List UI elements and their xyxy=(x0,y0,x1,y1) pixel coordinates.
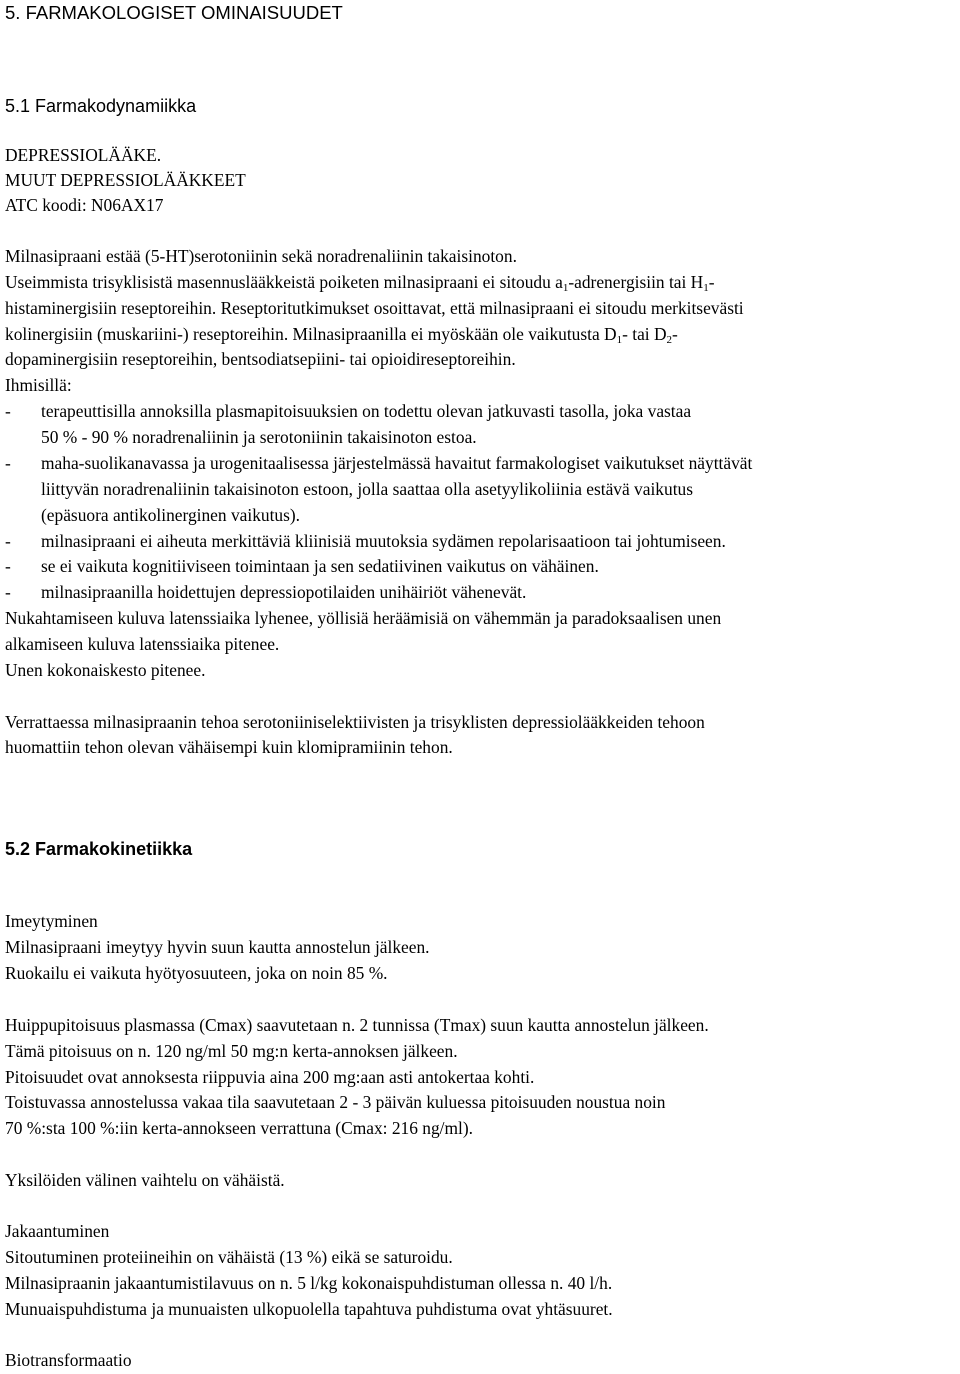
paragraph-line: Nukahtamiseen kuluva latenssiaika lyhenee, yöllisiä heräämisiä on vähemmän ja paradoksaalisen unen xyxy=(5,608,722,628)
paragraph-line: Yksilöiden välinen vaihtelu on vähäistä. xyxy=(5,1170,285,1190)
paragraph-line: Toistuvassa annostelussa vakaa tila saavutetaan 2 - 3 päivän kuluessa pitoisuuden noustua noin xyxy=(5,1092,666,1112)
paragraph-line: Munuaispuhdistuma ja munuaisten ulkopuolella tapahtuva puhdistuma ovat yhtäsuuret. xyxy=(5,1299,613,1319)
humans-label: Ihmisillä: xyxy=(5,375,72,395)
text-run: Useimmista trisyklisistä masennuslääkkeistä poiketen milnasipraani ei sitoudu a xyxy=(5,272,563,292)
paragraph-line: Pitoisuudet ovat annoksesta riippuvia aina 200 mg:aan asti antokertaa kohti. xyxy=(5,1067,535,1087)
paragraph-line: Milnasipraani imeytyy hyvin suun kautta annostelun jälkeen. xyxy=(5,937,430,957)
atc-code: ATC koodi: N06AX17 xyxy=(5,195,164,215)
section-title: 5. FARMAKOLOGISET OMINAISUUDET xyxy=(5,2,343,23)
paragraph-line xyxy=(5,322,678,348)
paragraph-line: histaminergisiin reseptoreihin. Reseptoritutkimukset osoittavat, että milnasipraani ei sitoudu merkitsevästi xyxy=(5,298,744,318)
text-run: -adrenergisiin tai H xyxy=(568,272,704,292)
list-item-text: se ei vaikuta kognitiiviseen toimintaan ja sen sedatiivinen vaikutus on vähäinen. xyxy=(41,556,599,576)
drug-class-line: MUUT DEPRESSIOLÄÄKKEET xyxy=(5,170,246,190)
list-dash: - xyxy=(5,401,11,421)
paragraph-line: Tämä pitoisuus on n. 120 ng/ml 50 mg:n kerta-annoksen jälkeen. xyxy=(5,1041,458,1061)
subscript: 1 xyxy=(616,334,623,346)
paragraph-line: Milnasipraanin jakaantumistilavuus on n. 5 l/kg kokonaispuhdistuman ollessa n. 40 l/h. xyxy=(5,1273,613,1293)
paragraph-line: Huippupitoisuus plasmassa (Cmax) saavutetaan n. 2 tunnissa (Tmax) suun kautta annostelun jälkeen. xyxy=(5,1015,709,1035)
list-item-text: 50 % - 90 % noradrenaliinin ja serotoniinin takaisinoton estoa. xyxy=(41,427,477,447)
paragraph-line: huomattiin tehon olevan vähäisempi kuin klomipramiinin tehon. xyxy=(5,737,453,757)
list-item-text: liittyvän noradrenaliinin takaisinoton estoon, jolla saattaa olla asetyylikoliinia estävä vaikutus xyxy=(41,479,693,499)
list-dash: - xyxy=(5,582,11,602)
paragraph-line xyxy=(5,270,715,296)
list-item-text: (epäsuora antikolinerginen vaikutus). xyxy=(41,505,301,525)
list-item-text: milnasipraani ei aiheuta merkittäviä kliinisiä muutoksia sydämen repolarisaatioon tai johtumiseen. xyxy=(41,531,726,551)
paragraph-line: Verrattaessa milnasipraanin tehoa serotoniiniselektiivisten ja trisyklisten depressiolääkkeiden tehoon xyxy=(5,712,705,732)
text-run: - xyxy=(672,324,678,344)
paragraph-line: 70 %:sta 100 %:iin kerta-annokseen verrattuna (Cmax: 216 ng/ml). xyxy=(5,1118,473,1138)
subsection-title-pharmacodynamics: 5.1 Farmakodynamiikka xyxy=(5,96,197,116)
paragraph-line: Sitoutuminen proteiineihin on vähäistä (13 %) eikä se saturoidu. xyxy=(5,1247,453,1267)
text-run: - xyxy=(708,272,715,292)
subsection-title-pharmacokinetics: 5.2 Farmakokinetiikka xyxy=(5,839,193,859)
list-dash: - xyxy=(5,531,11,551)
paragraph-line: alkamiseen kuluva latenssiaika pitenee. xyxy=(5,634,280,654)
list-item-text: milnasipraanilla hoidettujen depressiopotilaiden unihäiriöt vähenevät. xyxy=(41,582,527,602)
subscript: 2 xyxy=(666,334,673,346)
list-item-text: terapeuttisilla annoksilla plasmapitoisuuksien on todettu olevan jatkuvasti tasolla, joka vastaa xyxy=(41,401,692,421)
biotransformation-heading: Biotransformaatio xyxy=(5,1350,132,1370)
subscript: 1 xyxy=(562,282,569,294)
drug-class-line: DEPRESSIOLÄÄKE. xyxy=(5,145,162,165)
list-item-text: maha-suolikanavassa ja urogenitaalisessa järjestelmässä havaitut farmakologiset vaikutukset näyttävät xyxy=(41,453,753,473)
paragraph-line: Milnasipraani estää (5-HT)serotoniinin sekä noradrenaliinin takaisinoton. xyxy=(5,246,517,266)
list-dash: - xyxy=(5,453,11,473)
text-run: - tai D xyxy=(622,324,667,344)
list-dash: - xyxy=(5,556,11,576)
absorption-heading: Imeytyminen xyxy=(5,911,98,931)
paragraph-line: Unen kokonaiskesto pitenee. xyxy=(5,660,206,680)
paragraph-line: dopaminergisiin reseptoreihin, bentsodiatsepiini- tai opioidireseptoreihin. xyxy=(5,349,516,369)
distribution-heading: Jakaantuminen xyxy=(5,1221,110,1241)
subscript: 1 xyxy=(703,282,709,294)
paragraph-line: Ruokailu ei vaikuta hyötyosuuteen, joka on noin 85 %. xyxy=(5,963,388,983)
text-run: kolinergisiin (muskariini-) reseptoreihin. Milnasipraanilla ei myöskään ole vaikutusta D xyxy=(5,324,617,344)
